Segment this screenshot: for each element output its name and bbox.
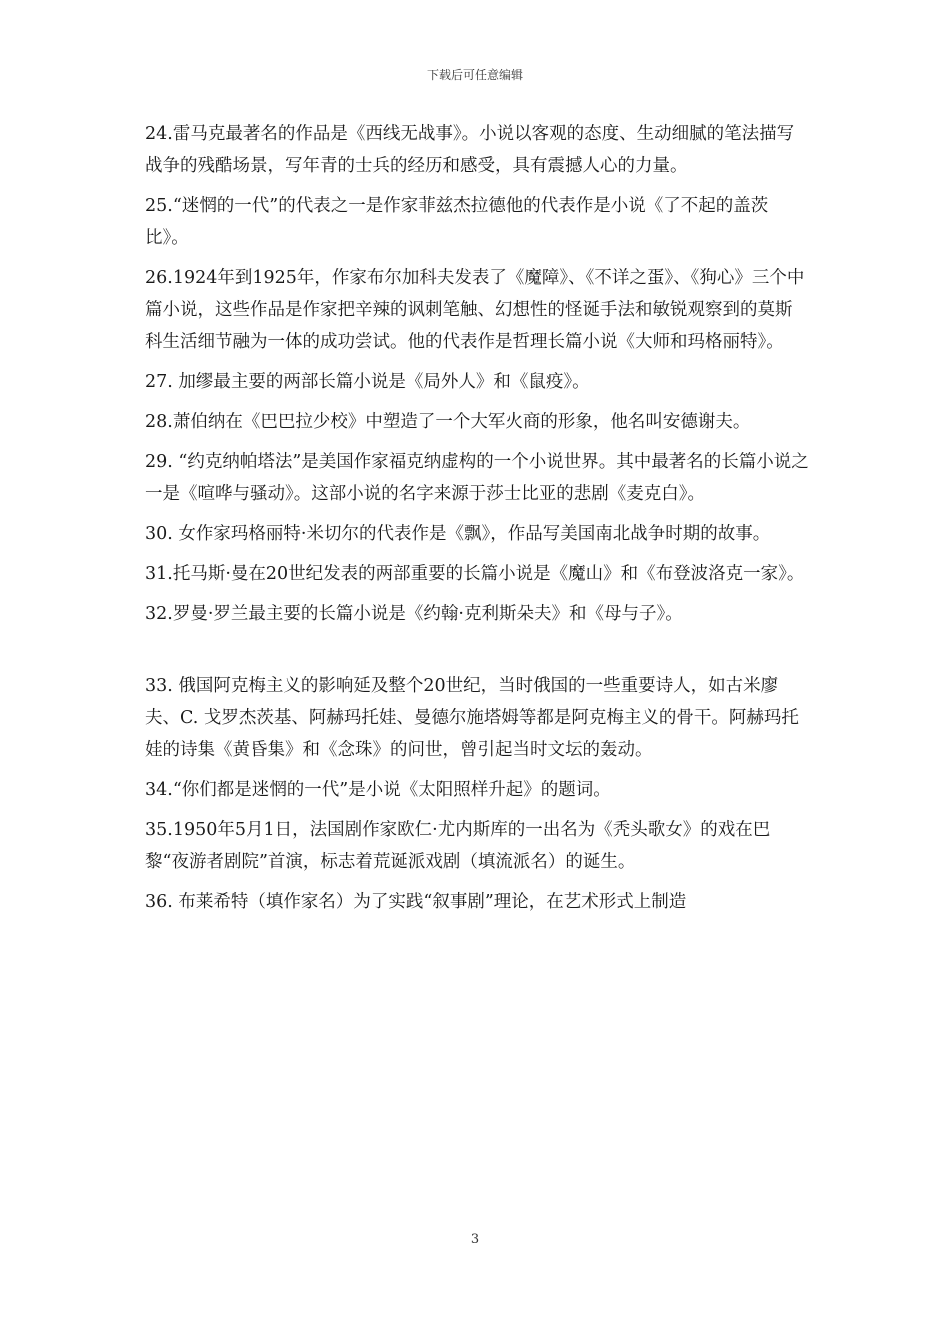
paragraph-26: 26.1924年到1925年，作家布尔加科夫发表了《魔障》、《不详之蛋》、《狗心》三个中篇小说，这些作品是作家把辛辣的讽刺笔触、幻想性的怪诞手法和敏锐观察到的莫斯科生活细节融为一体的成功尝试。他的代表作是哲理长篇小说《大师和玛格丽特》。 [145,268,805,352]
document-body [145,118,809,926]
paragraph-24: 24.雷马克最著名的作品是《西线无战事》。小说以客观的态度、生动细腻的笔法描写战争的残酷场景，写年青的士兵的经历和感受，具有震撼人心的力量。 [145,124,795,176]
paragraph-25: 25.“迷惘的一代”的代表之一是作家菲兹杰拉德他的代表作是小说《了不起的盖茨比》。 [145,196,769,248]
paragraph-29: 29. “约克纳帕塔法”是美国作家福克纳虚构的一个小说世界。其中最著名的长篇小说之一是《喧哗与骚动》。这部小说的名字来源于莎士比亚的悲剧《麦克白》。 [145,452,809,504]
paragraph-30: 30. 女作家玛格丽特·米切尔的代表作是《飘》，作品写美国南北战争时期的故事。 [145,524,771,544]
page-number: 3 [470,1232,480,1247]
page-header: 下载后可任意编辑 [426,68,523,82]
paragraph-31: 31.托马斯·曼在20世纪发表的两部重要的长篇小说是《魔山》和《布登波洛克一家》。 [145,564,805,584]
paragraph-28: 28.萧伯纳在《巴巴拉少校》中塑造了一个大军火商的形象，他名叫安德谢夫。 [145,412,751,432]
paragraph-27: 27. 加缪最主要的两部长篇小说是《局外人》和《鼠疫》。 [145,372,590,392]
blank-line [145,638,809,670]
paragraph-32: 32.罗曼·罗兰最主要的长篇小说是《约翰·克利斯朵夫》和《母与子》。 [145,604,683,624]
paragraph-36: 36. 布莱希特（填作家名）为了实践“叙事剧”理论，在艺术形式上制造 [145,892,687,912]
paragraph-34: 34.“你们都是迷惘的一代”是小说《太阳照样升起》的题词。 [145,780,611,800]
paragraph-35: 35.1950年5月1日，法国剧作家欧仁·尤内斯库的一出名为《秃头歌女》的戏在巴黎“夜游者剧院”首演，标志着荒诞派戏剧（填流派名）的诞生。 [145,820,771,872]
paragraph-33: 33. 俄国阿克梅主义的影响延及整个20世纪，当时俄国的一些重要诗人，如古米廖夫、C. 戈罗杰茨基、阿赫玛托娃、曼德尔施塔姆等都是阿克梅主义的骨干。阿赫玛托娃的诗集《黄昏集》和《念珠》的问世，曾引起当时文坛的轰动。 [145,676,799,760]
